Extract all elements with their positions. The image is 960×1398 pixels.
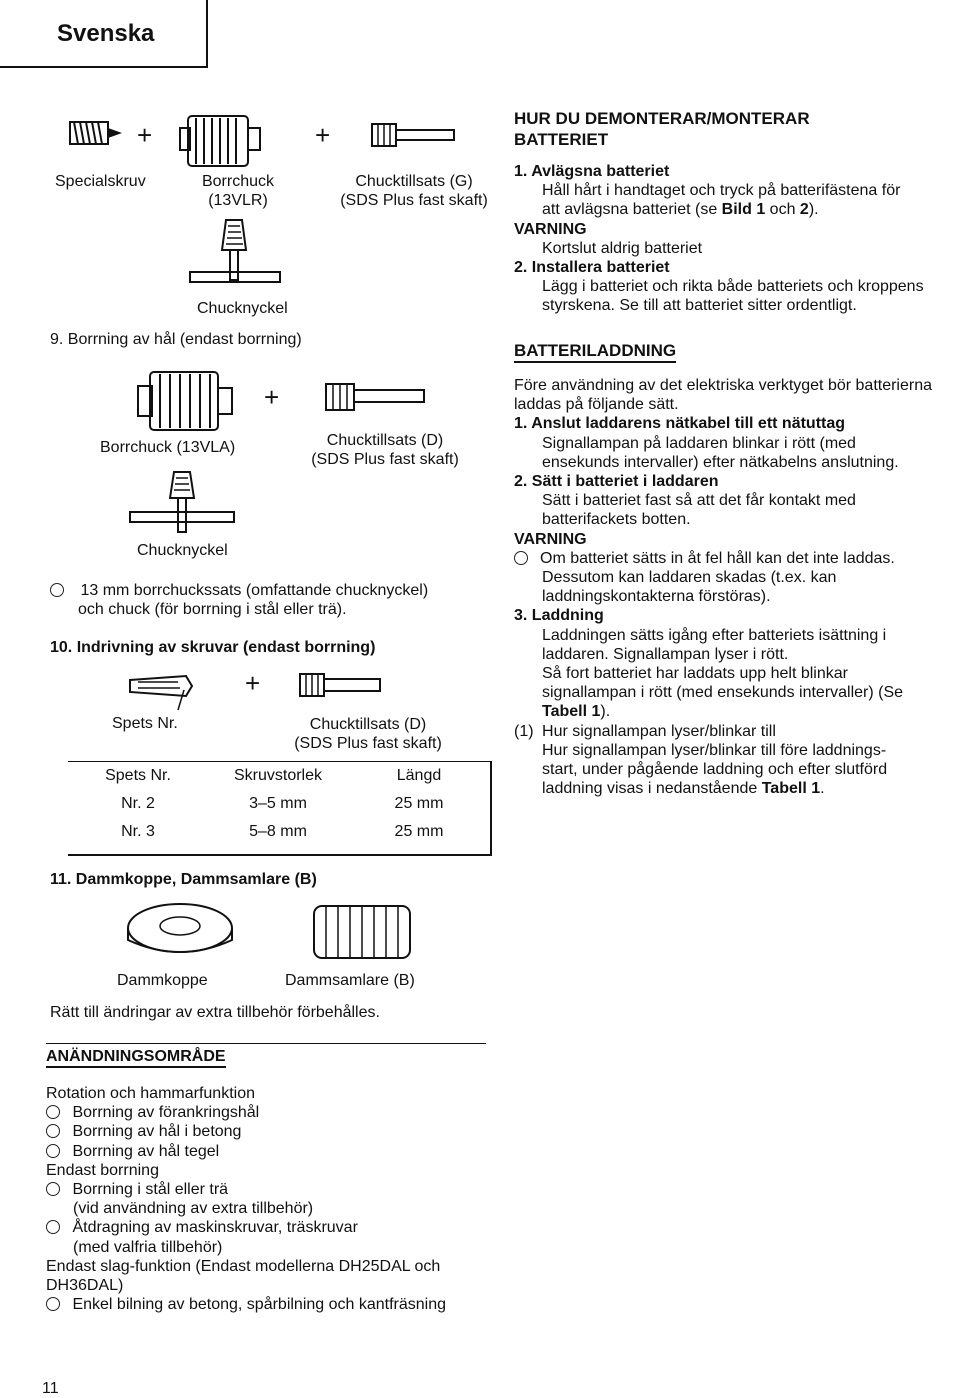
- language-tab: [0, 0, 208, 68]
- table-cell: 3–5 mm: [249, 795, 307, 812]
- circle-bullet-icon: [46, 1144, 60, 1158]
- label-chucktillsats-d: Chucktillsats (D) (SDS Plus fast skaft): [311, 432, 459, 468]
- table-cell: 5–8 mm: [249, 823, 307, 840]
- circle-bullet-icon: [46, 1182, 60, 1196]
- label-spets-nr: Spets Nr.: [112, 715, 178, 732]
- screwdriver-bit-icon: [130, 676, 192, 710]
- charging-section: Före användning av det elektriska verktyget bör batterierna laddas på följande sätt. 1. Anslut laddarens nätkabel till ett nätuttag Signallampan på laddaren blinkar i rött (med ensekunds intervaller) efter nätkabelns anslutning. 2. Sätt i batteriet i laddaren Sätt i batteriet fast så att det får kontakt med batterifackets botten. VARNING Om batteriet sätts in åt fel håll kan det inte laddas. Dessutom kan laddaren skadas (t.ex. kan laddningskontakterna förstöras). 3. Laddning Laddningen sätts igång efter batteriets isättning i laddaren. Signallampan lyser i rött. Så fort batteriet har laddats upp helt blinkar signallampan i rött (med ensekunds intervaller) (Se Tabell 1). (1) Hur signallampan lyser/blinkar till Hur signallampan lyser/blinkar till före laddnings- start, under pågående laddning och efter slutförd laddning visas i nedanstående Tabell 1.: [514, 377, 933, 798]
- table-header-row: [68, 762, 490, 790]
- label-chucknyckel: Chucknyckel: [197, 300, 288, 317]
- table-row: [68, 790, 490, 818]
- chuck-key-icon: [190, 220, 280, 282]
- label-dammkoppe: Dammkoppe: [117, 972, 208, 989]
- label-chucknyckel: Chucknyckel: [137, 542, 228, 559]
- battery-removal-section: HUR DU DEMONTERAR/MONTERAR BATTERIET 1. Avlägsna batteriet Håll hårt i handtaget och tryck på batterifästena för att avlägsna batteriet (se Bild 1 och 2). VARNING Kortslut aldrig batteriet 2. Installera batteriet Lägg i batteriet och rikta både batteriets och kroppens styrskena. Se till att batteriet sitter ordentligt.: [514, 108, 960, 316]
- table-cell: Nr. 3: [121, 823, 155, 840]
- circle-bullet-icon: [46, 1220, 60, 1234]
- usage-title: ANÄNDNINGSOMRÅDE: [46, 1048, 226, 1068]
- bit-size-table: [68, 762, 490, 846]
- drill-chuck-icon: [180, 116, 260, 166]
- special-screw-icon: [70, 122, 122, 144]
- usage-list: Rotation och hammarfunktion Borrning av förankringshål Borrning av hål i betong Borrning av hål tegel Endast borrning Borrning i stål eller trä (vid användning av extra tillbehör) Åtdragning av maskinskruvar, träskruvar (med valfria tillbehör) Endast slag-funktion (Endast modellerna DH25DAL och DH36DAL) Enkel bilning av betong, spårbilning och kantfräsning: [46, 1085, 447, 1314]
- table-cell: 25 mm: [394, 823, 444, 840]
- sds-adapter-icon: [300, 674, 380, 696]
- table-header: Spets Nr.: [105, 767, 171, 784]
- table-cell: Nr. 2: [121, 795, 155, 812]
- label-borrchuck-13vla: Borrchuck (13VLA): [100, 439, 236, 456]
- label-chucktillsats-g: Chucktillsats (G) (SDS Plus fast skaft): [340, 173, 488, 209]
- section11-title: 11. Dammkoppe, Dammsamlare (B): [50, 871, 317, 888]
- sds-adapter-icon: [372, 124, 454, 146]
- section9-title: 9. Borrning av hål (endast borrning): [50, 331, 302, 348]
- battery-removal-title: HUR DU DEMONTERAR/MONTERAR BATTERIET: [514, 109, 810, 149]
- drill-chuck-13vla-icon: [138, 372, 232, 430]
- circle-bullet-icon: [46, 1297, 60, 1311]
- bit-size-table-box: [68, 761, 492, 856]
- label-borrchuck-13vlr: Borrchuck (13VLR): [201, 173, 275, 209]
- sds-adapter-d-icon: [326, 384, 424, 410]
- plus-sign: +: [264, 382, 280, 412]
- disclaimer: Rätt till ändringar av extra tillbehör förbehålles.: [50, 1004, 380, 1021]
- table-header: Skruvstorlek: [233, 767, 323, 784]
- plus-sign: +: [137, 120, 153, 150]
- dust-collector-icon: [314, 906, 410, 958]
- plus-sign: +: [315, 120, 331, 150]
- page-number: 11: [42, 1380, 59, 1397]
- section10-title: 10. Indrivning av skruvar (endast borrning): [50, 639, 376, 656]
- circle-bullet-icon: [50, 583, 64, 597]
- plus-sign: +: [245, 668, 261, 698]
- circle-bullet-icon: [46, 1105, 60, 1119]
- circle-bullet-icon: [514, 551, 528, 565]
- label-dammsamlare: Dammsamlare (B): [285, 972, 415, 989]
- section11-illustration: [120, 898, 430, 970]
- chuck-key-icon: [130, 472, 234, 532]
- circle-bullet-icon: [46, 1124, 60, 1138]
- language-label: Svenska: [57, 20, 155, 47]
- section9-note: 13 mm borrchuckssats (omfattande chucknyckel) och chuck (för borrning i stål eller trä).: [50, 581, 428, 619]
- charging-title: BATTERILADDNING: [514, 341, 676, 363]
- divider: [46, 1043, 486, 1044]
- label-chucktillsats-d: Chucktillsats (D) (SDS Plus fast skaft): [294, 716, 442, 752]
- table-row: [68, 818, 490, 846]
- table-cell: 25 mm: [394, 795, 444, 812]
- table-header: Längd: [396, 767, 442, 784]
- dust-cup-icon: [128, 904, 232, 952]
- label-specialskruv: Specialskruv: [55, 173, 146, 190]
